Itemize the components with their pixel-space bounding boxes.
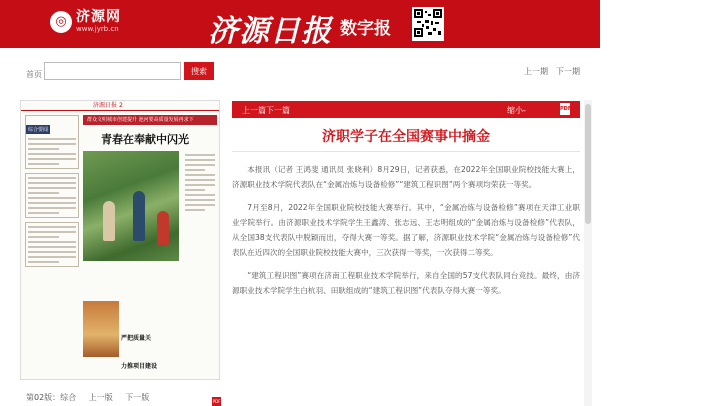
prev-issue-link[interactable]: 上一期 <box>524 67 548 76</box>
next-article-link[interactable]: 下一篇 <box>266 106 290 115</box>
article-scrollbar[interactable] <box>584 100 592 406</box>
scrollbar-thumb[interactable] <box>585 104 591 224</box>
page-banner[interactable]: 群众文明城市创建提升 池河要高质量发展再求下 <box>83 115 217 125</box>
column-tag: 综合要闻 <box>28 127 49 133</box>
prev-article-link[interactable]: 上一篇 <box>242 106 266 115</box>
search-button[interactable]: 搜索 <box>184 62 214 80</box>
article-paragraph: 本报讯（记者 王鸿斐 通讯员 张晓利）8月29日，记者获悉，在2022年全国职业院校技能大赛上，济源职业技术学院代表队在“金属冶炼与设备检修”“建筑工程识图”两个赛项均荣获一等奖。 <box>232 165 580 189</box>
site-name: 济源网 <box>76 9 121 25</box>
globe-logo-icon: ◎ <box>50 11 72 33</box>
title-divider <box>232 151 580 152</box>
prev-page-link[interactable]: 上一版 <box>88 393 113 402</box>
site-url: www.jyrb.cn <box>76 25 119 33</box>
zoom-out-button[interactable]: 缩小- <box>507 106 526 115</box>
page-sub-headline[interactable]: 严把质量关 <box>121 335 152 342</box>
page-masthead: 济源日报 2 <box>21 101 219 111</box>
pdf-download-icon[interactable]: PDF <box>212 399 221 404</box>
newspaper-page-image[interactable] <box>20 100 220 380</box>
qr-code-icon <box>412 7 444 41</box>
next-page-link[interactable]: 下一版 <box>125 393 150 402</box>
article-paragraph: 7月至8月，2022年全国职业院校技能大赛举行。其中，“金属冶炼与设备检修”赛项在天津工业职业学院举行。由济源职业技术学院学生王鑫涛、张志远、王志明组成的“金属冶炼与设备检修”代表队，从全国38支代表队中脱颖而出，夺得大赛一等奖。据了解，济源职业技术学院“金属冶炼与设备检修”代表队在近四次的全国职业院校技能大赛中，三次获得一等奖，一次获得二等奖。 <box>232 203 580 257</box>
article-paragraph: “建筑工程识图”赛项在济南工程职业技术学院举行，来自全国的57支代表队同台竞技。最终，由济源职业技术学院学生白杭羽、田耿组成的“建筑工程识图”代表队夺得大赛一等奖。 <box>232 271 580 295</box>
page-photo[interactable] <box>83 151 179 261</box>
article-body <box>232 162 580 306</box>
page-footer-nav <box>26 392 159 403</box>
next-issue-link[interactable]: 下一期 <box>556 67 580 76</box>
page-side-column[interactable] <box>183 151 217 261</box>
page-masthead-title: 济源日报 <box>93 102 118 109</box>
article-pdf-icon[interactable]: PDF <box>560 103 570 115</box>
search-input[interactable] <box>44 62 181 80</box>
page-photo-small[interactable] <box>83 301 119 357</box>
paper-title: 济源日报 <box>208 14 332 49</box>
page-label: 第02版：综合 <box>26 393 77 402</box>
page-left-column[interactable] <box>25 115 79 377</box>
digital-edition-label: 数字报 <box>340 19 391 39</box>
site-logo[interactable] <box>50 10 121 33</box>
home-link[interactable]: 首页 <box>26 70 42 79</box>
page-headline[interactable]: 青春在奉献中闪光 <box>101 133 189 146</box>
article-toolbar <box>232 101 718 136</box>
zoom-in-button[interactable]: 放大+ <box>710 106 718 136</box>
article-title: 济职学子在全国赛事中摘金 <box>322 129 490 145</box>
site-header <box>0 0 600 48</box>
page-sub-headline-2[interactable]: 力推项目建设 <box>121 363 158 370</box>
